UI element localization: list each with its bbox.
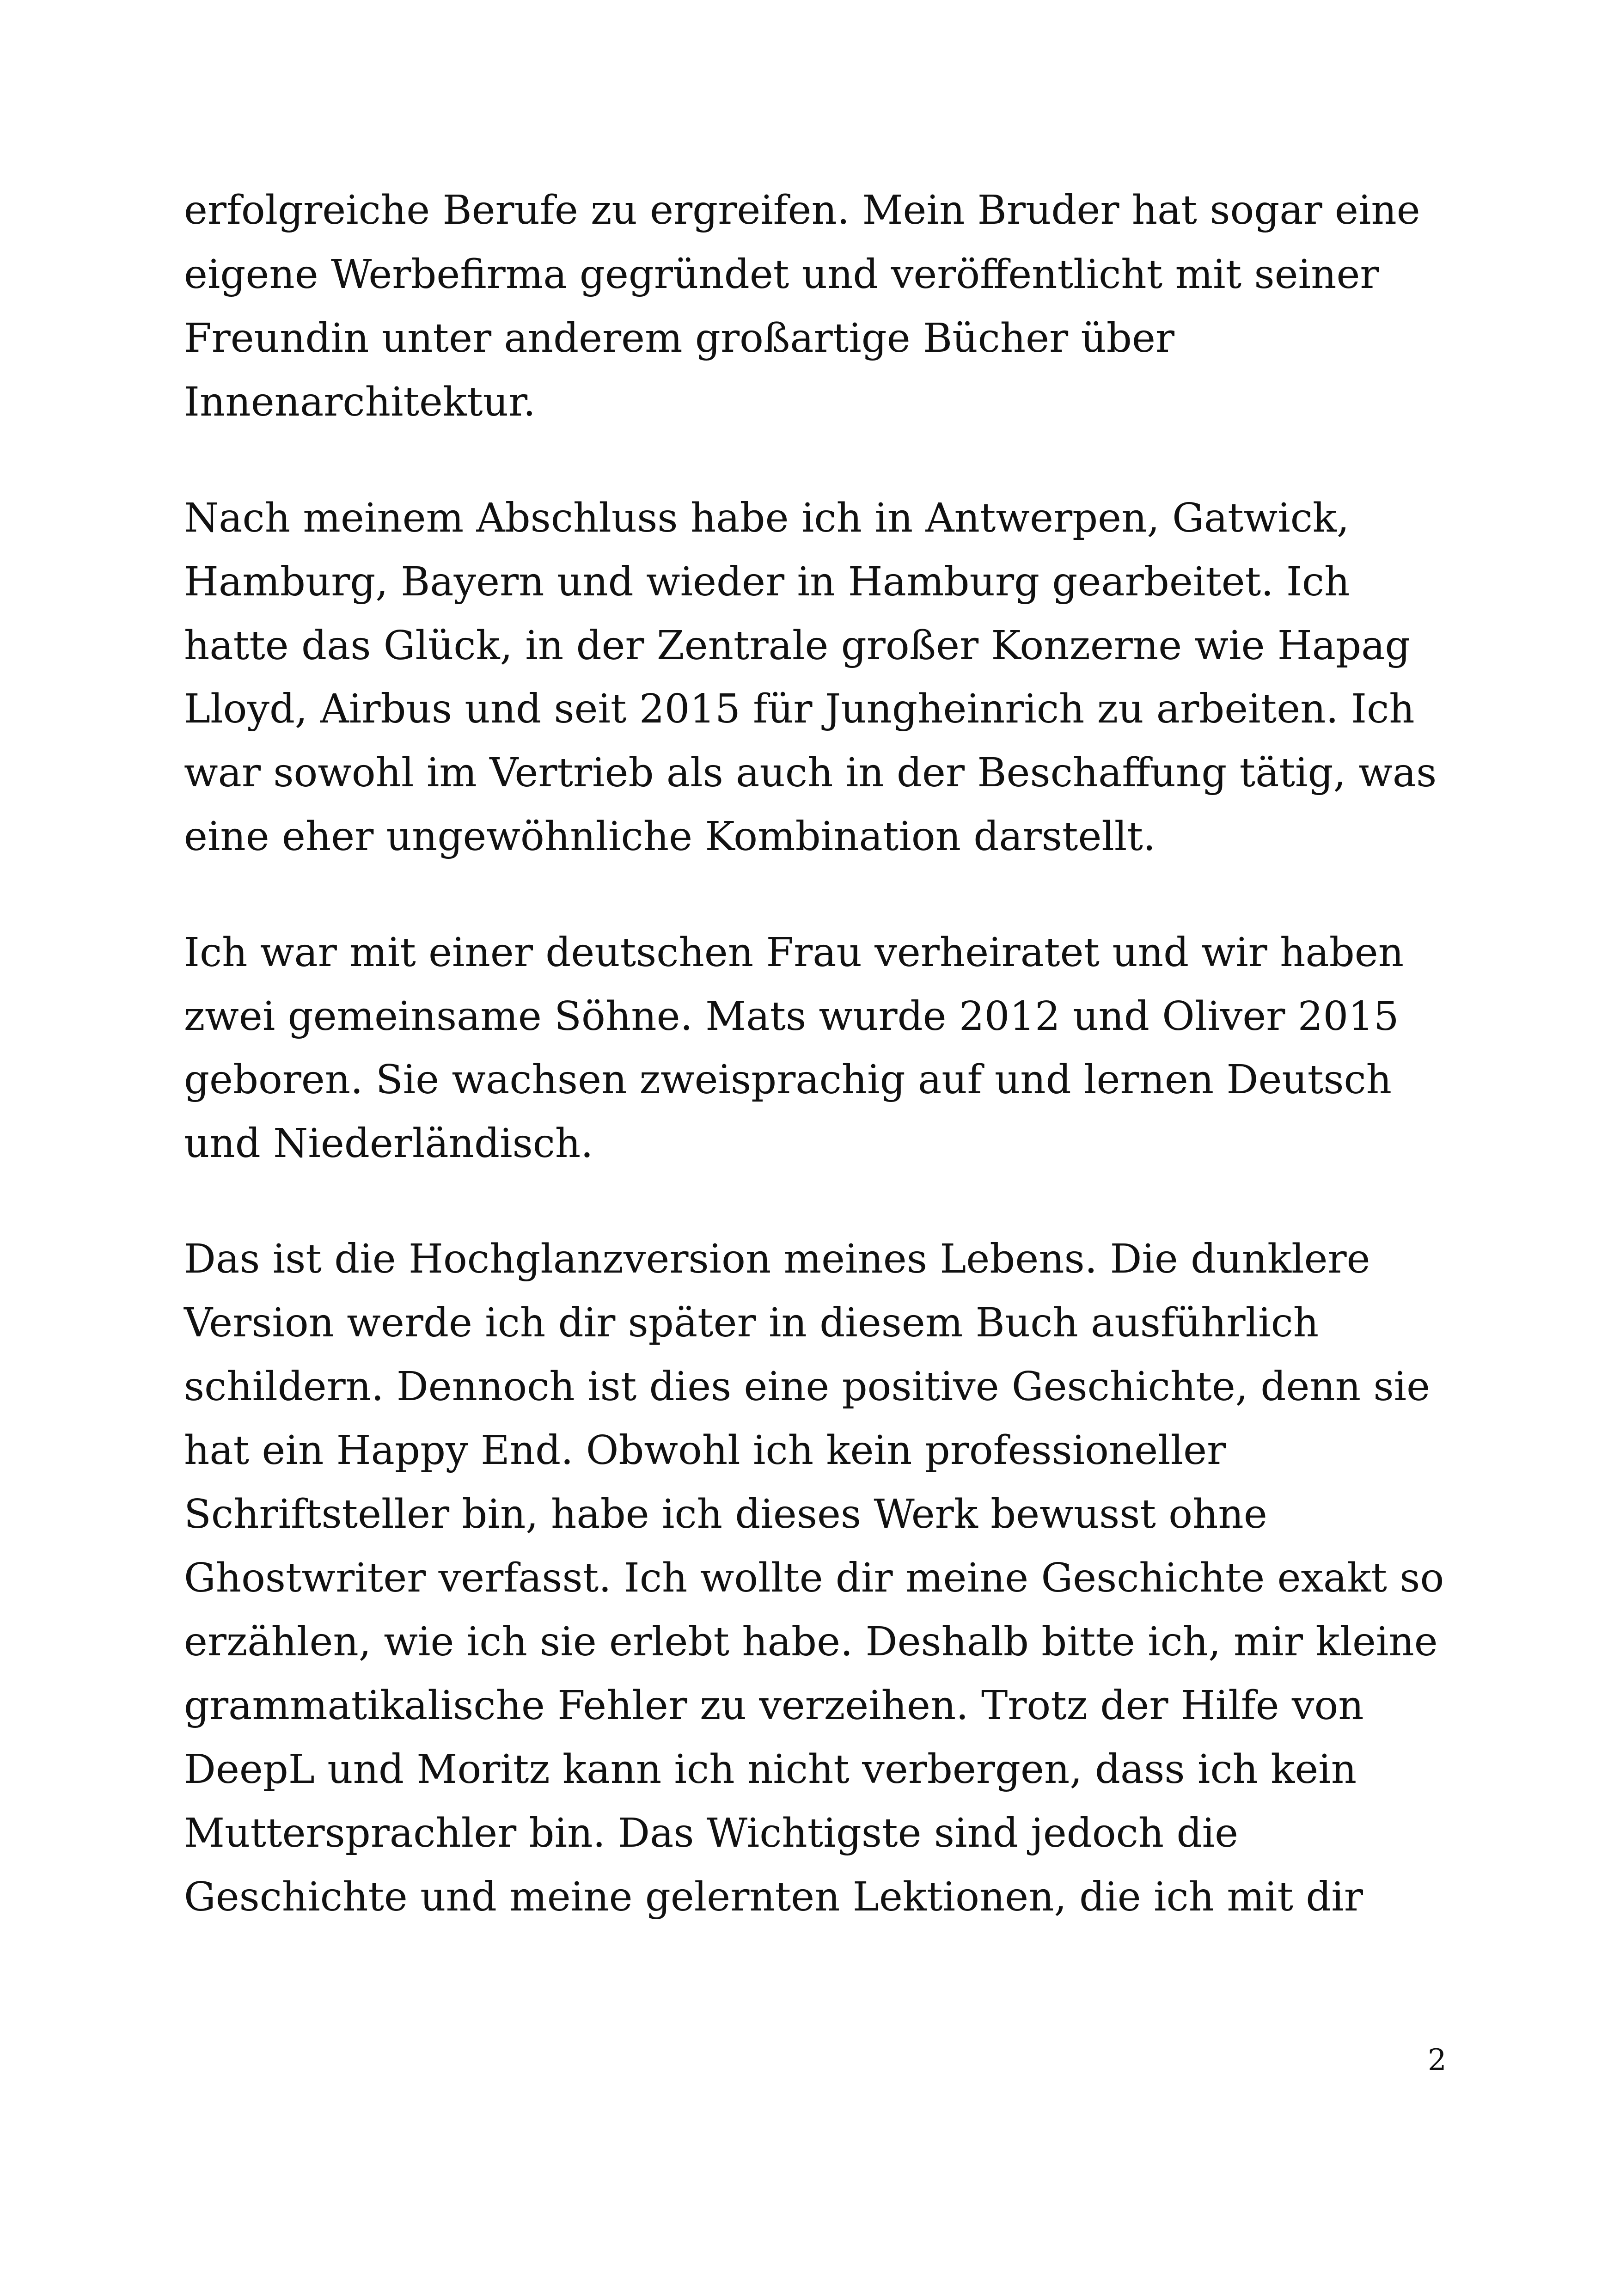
body-line: eigene Werbefirma gegründet und veröffentlicht mit seiner	[184, 251, 1379, 298]
body-line: war sowohl im Vertrieb als auch in der Beschaffung tätig, was	[184, 750, 1437, 796]
body-line: Schriftsteller bin, habe ich dieses Werk bewusst ohne	[184, 1491, 1267, 1537]
body-line: geboren. Sie wachsen zweisprachig auf und lernen Deutsch	[184, 1057, 1392, 1103]
body-line: Ghostwriter verfasst. Ich wollte dir meine Geschichte exakt so	[184, 1555, 1444, 1601]
body-line: Version werde ich dir später in diesem Buch ausführlich	[184, 1300, 1319, 1346]
body-line: schildern. Dennoch ist dies eine positive Geschichte, denn sie	[184, 1364, 1430, 1410]
page-number: 2	[1428, 2043, 1447, 2077]
body-line: eine eher ungewöhnliche Kombination darstellt.	[184, 814, 1156, 860]
body-line: Das ist die Hochglanzversion meines Lebens. Die dunklere	[184, 1236, 1370, 1282]
body-line: hat ein Happy End. Obwohl ich kein professioneller	[184, 1427, 1226, 1474]
body-line: Hamburg, Bayern und wieder in Hamburg gearbeitet. Ich	[184, 559, 1350, 605]
body-line: Innenarchitektur.	[184, 379, 536, 425]
body-line: erzählen, wie ich sie erlebt habe. Deshalb bitte ich, mir kleine	[184, 1619, 1438, 1665]
body-line: zwei gemeinsame Söhne. Mats wurde 2012 und Oliver 2015	[184, 993, 1399, 1040]
body-line: Geschichte und meine gelernten Lektionen, die ich mit dir	[184, 1874, 1363, 1920]
body-line: grammatikalische Fehler zu verzeihen. Trotz der Hilfe von	[184, 1683, 1364, 1729]
body-line: DeepL und Moritz kann ich nicht verbergen, dass ich kein	[184, 1746, 1357, 1793]
body-line: Ich war mit einer deutschen Frau verheiratet und wir haben	[184, 930, 1404, 976]
body-line: Lloyd, Airbus und seit 2015 für Jungheinrich zu arbeiten. Ich	[184, 686, 1415, 732]
body-line: und Niederländisch.	[184, 1120, 593, 1167]
body-line: hatte das Glück, in der Zentrale großer Konzerne wie Hapag	[184, 623, 1411, 669]
body-line: Nach meinem Abschluss habe ich in Antwerpen, Gatwick,	[184, 495, 1350, 541]
body-line: Muttersprachler bin. Das Wichtigste sind jedoch die	[184, 1810, 1238, 1856]
body-line: Freundin unter anderem großartige Bücher über	[184, 315, 1174, 361]
body-line: erfolgreiche Berufe zu ergreifen. Mein Bruder hat sogar eine	[184, 187, 1420, 233]
